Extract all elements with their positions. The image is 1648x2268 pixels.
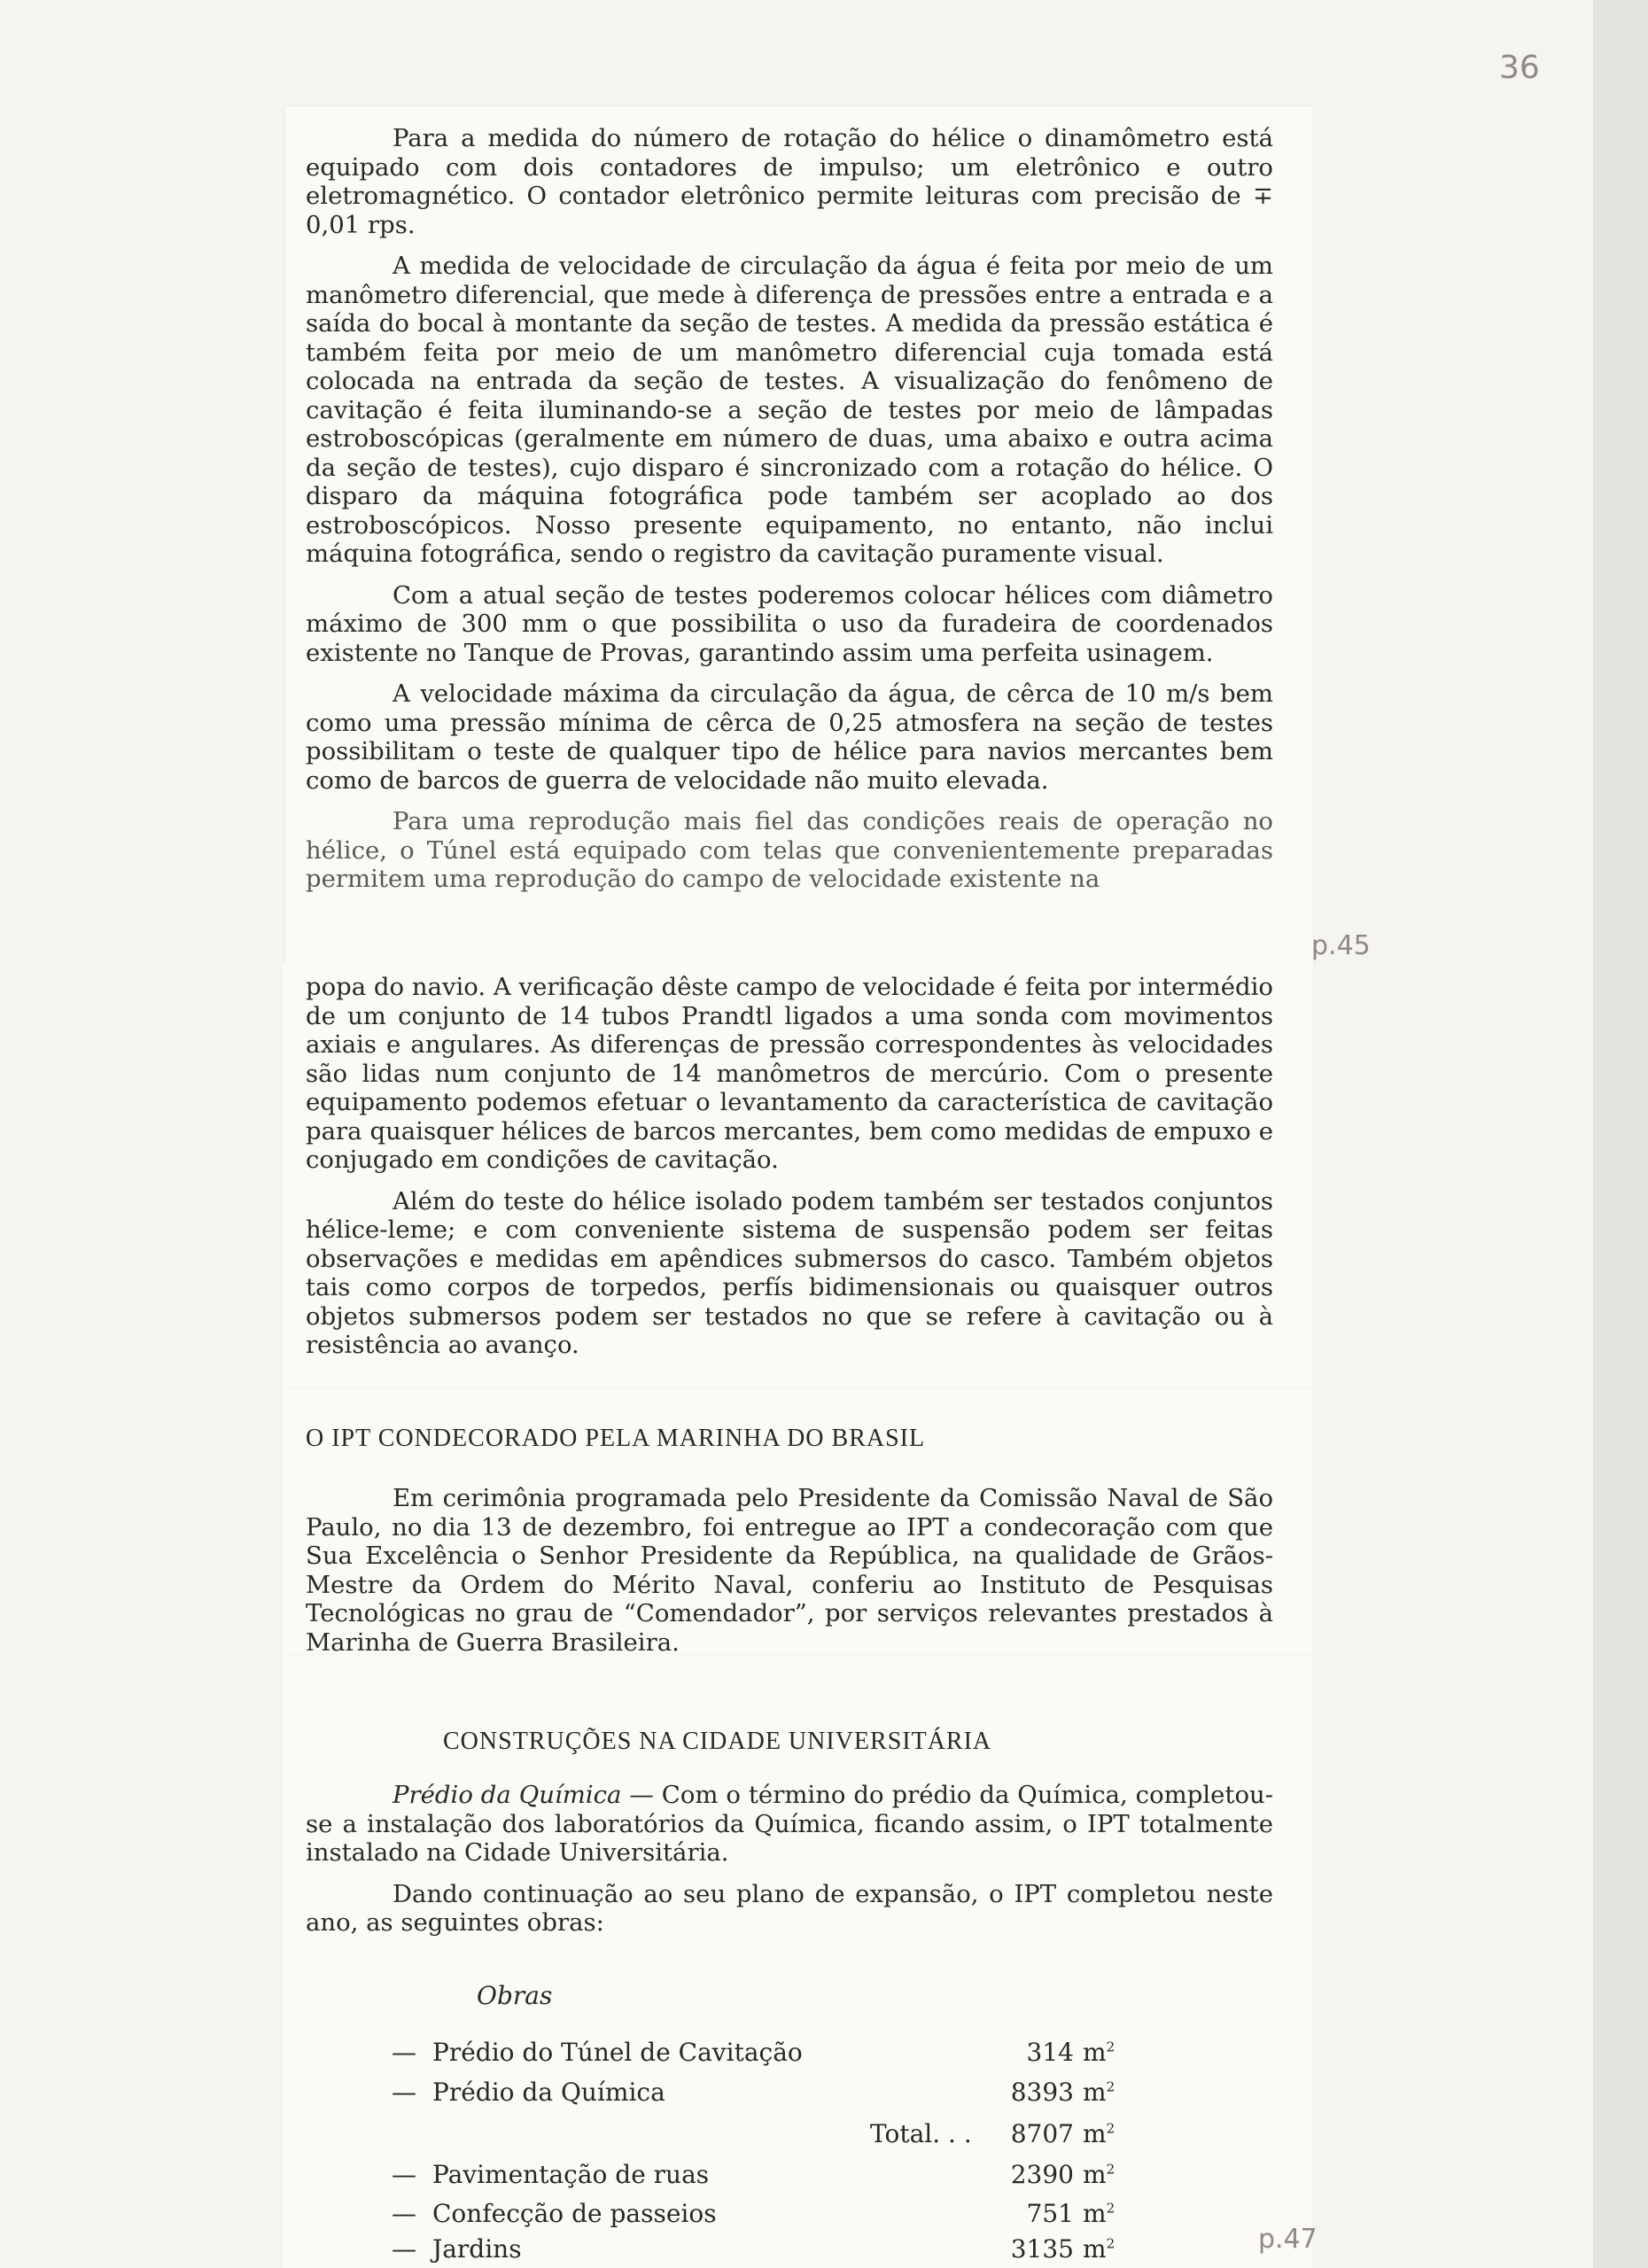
table-row [392, 2078, 1136, 2108]
text-block-construcoes [306, 1781, 1273, 1950]
row-dash: — [392, 2199, 416, 2228]
row-unit: $m^2$ [1083, 2119, 1116, 2148]
text-block-continuation [306, 973, 1273, 1372]
row-label: Total. . . [870, 2119, 972, 2148]
scan-border [1593, 0, 1648, 2268]
row-label: Confecção de passeios [432, 2199, 717, 2228]
row-value: 2390 [1010, 2160, 1074, 2189]
row-unit: $m^2$ [1083, 2234, 1116, 2264]
row-dash: — [392, 2160, 416, 2189]
italic-lead: Prédio da Química [393, 1781, 622, 1809]
paragraph: Para a medida do número de rotação do hélice o dinamômetro está equipado com dois contadores de impulso; um eletrônico e outro eletromagnético. O contador eletrônico permite leituras com precisão de ∓ 0,01 rps. [306, 124, 1273, 239]
table-row [392, 2199, 1136, 2229]
row-value: 751 [1026, 2199, 1074, 2228]
row-value: 8393 [1010, 2078, 1074, 2107]
row-dash: — [392, 2078, 416, 2107]
row-label: Prédio do Túnel de Cavitação [432, 2038, 803, 2067]
text-block-cavitation-tunnel [306, 124, 1273, 906]
paragraph: A velocidade máxima da circulação da água, de cêrca de 10 m/s bem como uma pressão mínima de cêrca de 0,25 atmosfera na seção de testes possibilitam o teste de qualquer tipo de hélice para navios mercantes bem como de barcos de guerra de velocidade não muito elevada. [306, 680, 1273, 795]
row-unit: $m^2$ [1083, 2160, 1116, 2189]
paragraph: Para uma reprodução mais fiel das condições reais de operação no hélice, o Túnel está equipado com telas que convenientemente preparadas permitem uma reprodução do campo de velocidade existente na [306, 807, 1273, 893]
table-row-total [392, 2119, 1136, 2149]
paragraph: Com a atual seção de testes poderemos colocar hélices com diâmetro máximo de 300 mm o que possibilita o uso da furadeira de coordenados existente no Tanque de Provas, garantindo assim uma perfeita usinagem. [306, 580, 1273, 667]
row-value: 3135 [1010, 2234, 1074, 2264]
section-heading-ipt: O IPT CONDECORADO PELA MARINHA DO BRASIL [306, 1425, 926, 1452]
text-block-ipt [306, 1484, 1273, 1669]
paragraph: Além do teste do hélice isolado podem também ser testados conjuntos hélice-leme; e com conveniente sistema de suspensão podem ser feitas observações e medidas em apêndices submersos do casco. Também objetos tais como corpos de torpedos, perfís bidimensionais ou quaisquer outros objetos submersos podem ser testados no que se refere à cavitação ou à resistência ao avanço. [306, 1186, 1273, 1359]
margin-note-p45: p.45 [1311, 930, 1371, 961]
row-unit: $m^2$ [1083, 2038, 1116, 2067]
row-label: Prédio da Química [432, 2078, 665, 2107]
lead-rest: — Com o término do prédio da Química, completou-se a instalação dos laboratórios da Química, ficando assim, o IPT totalmente instalado na Cidade Universitária. [306, 1781, 1273, 1867]
table-row [392, 2160, 1136, 2190]
section-heading-construcoes: CONSTRUÇÕES NA CIDADE UNIVERSITÁRIA [443, 1728, 992, 1755]
works-table-title: Obras [477, 1981, 553, 2010]
row-value: 8707 [1010, 2119, 1074, 2148]
row-dash: — [392, 2038, 416, 2067]
table-row [392, 2234, 1136, 2264]
row-label: Pavimentação de ruas [432, 2160, 710, 2189]
row-label: Jardins [432, 2234, 522, 2264]
margin-note-p47: p.47 [1258, 2224, 1318, 2255]
row-unit: $m^2$ [1083, 2199, 1116, 2228]
paragraph: popa do navio. A verificação dêste campo de velocidade é feita por intermédio de um conjunto de 14 tubos Prandtl ligados a uma sonda com movimentos axiais e angulares. As diferenças de pressão correspondentes às velocidades são lidas num conjunto de 14 manômetros de mercúrio. Com o presente equipamento podemos efetuar o levantamento da característica de cavitação para quaisquer hélices de barcos mercantes, bem como medidas de empuxo e conjugado em condições de cavitação. [306, 973, 1273, 1174]
paragraph [306, 1781, 1273, 1868]
paragraph: Dando continuação ao seu plano de expansão, o IPT completou neste ano, as seguintes obras: [306, 1879, 1273, 1937]
row-dash: — [392, 2234, 416, 2264]
row-value: 314 [1026, 2038, 1074, 2067]
paragraph: A medida de velocidade de circulação da água é feita por meio de um manômetro diferencial, que mede à diferença de pressões entre a entrada e a saída do bocal à montante da seção de testes. A medida da pressão estática é também feita por meio de um manômetro diferencial cuja tomada está colocada na entrada da seção de testes. A visualização do fenômeno de cavitação é feita iluminando-se a seção de testes por meio de lâmpadas estroboscópicas (geralmente em número de duas, uma abaixo e outra acima da seção de testes), cujo disparo é sincronizado com a rotação do hélice. O disparo da máquina fotográfica pode também ser acoplado ao dos estroboscópicos. Nosso presente equipamento, no entanto, não inclui máquina fotográfica, sendo o registro da cavitação puramente visual. [306, 252, 1273, 568]
table-row [392, 2038, 1136, 2068]
row-unit: $m^2$ [1083, 2078, 1116, 2107]
handwritten-page-number: 36 [1499, 50, 1540, 86]
paragraph: Em cerimônia programada pelo Presidente da Comissão Naval de São Paulo, no dia 13 de dezembro, foi entregue ao IPT a condecoração com que Sua Excelência o Senhor Presidente da República, na qualidade de Grãos-Mestre da Ordem do Mérito Naval, conferiu ao Instituto de Pesquisas Tecnológicas no grau de “Comendador”, por serviços relevantes prestados à Marinha de Guerra Brasileira. [306, 1484, 1273, 1657]
